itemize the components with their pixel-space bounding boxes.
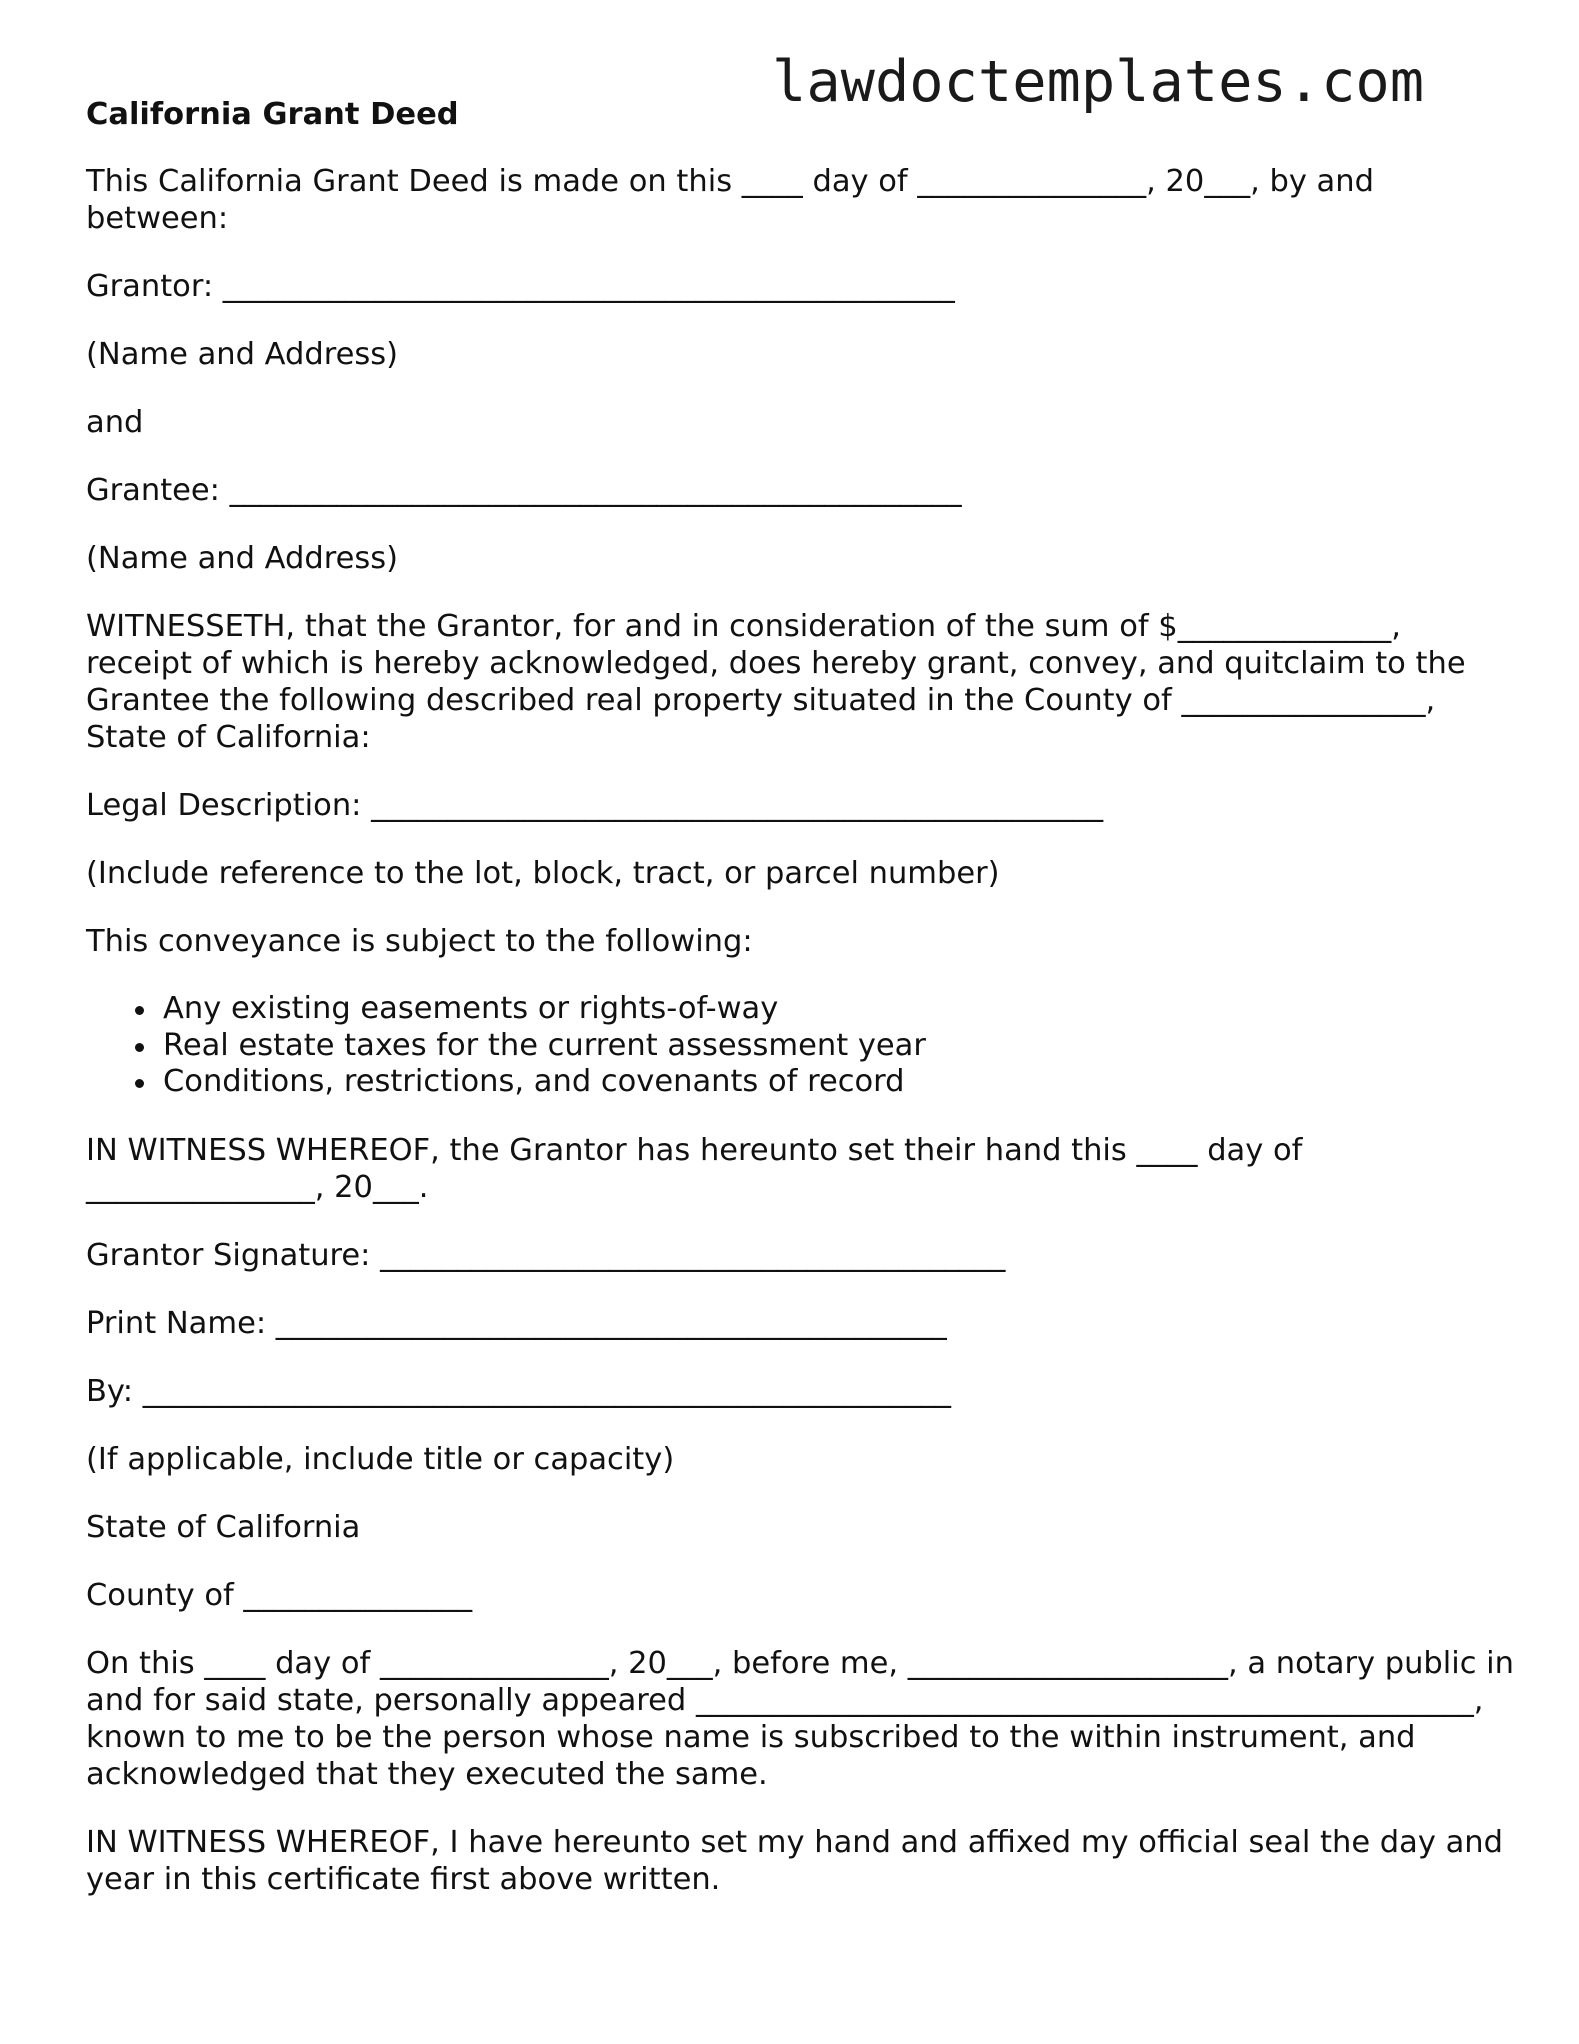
notary-witness-paragraph: IN WITNESS WHEREOF, I have hereunto set my hand and affixed my official seal the day and year in this certificate first above written. bbox=[86, 1824, 1513, 1897]
grantee-line: Grantee: ________________________________________________ bbox=[86, 473, 962, 508]
grantor-witness-paragraph: IN WITNESS WHEREOF, the Grantor has hereunto set their hand this ____ day of _______________, 20___. bbox=[86, 1132, 1313, 1205]
document-title: California Grant Deed bbox=[86, 97, 459, 132]
notary-acknowledgment-paragraph: On this ____ day of _______________, 20___, before me, _____________________, a notary public in and for said state, personally appeared ___________________________________________________, known to me to be the person whose name is subscribed to the within instrument, and acknowledged that they executed the same. bbox=[86, 1645, 1524, 1792]
grantee-hint: (Name and Address) bbox=[86, 541, 399, 576]
grantor-signature-line: Grantor Signature: _________________________________________ bbox=[86, 1237, 1006, 1273]
notary-county: County of _______________ bbox=[86, 1577, 473, 1613]
document-body bbox=[86, 96, 1524, 1929]
list-item: Real estate taxes for the current assessment year bbox=[163, 1028, 1506, 1065]
grantor-line: Grantor: ________________________________________________ bbox=[86, 269, 955, 304]
and-text: and bbox=[86, 405, 144, 440]
intro-paragraph: This California Grant Deed is made on this ____ day of _______________, 20___, by and between: bbox=[86, 164, 1384, 236]
subject-to-heading: This conveyance is subject to the following: bbox=[86, 924, 753, 959]
witnesseth-paragraph: WITNESSETH, that the Grantor, for and in consideration of the sum of $______________, receipt of which is hereby acknowledged, does hereby grant, convey, and quitclaim to the Grantee the following described real property situated in the County of ________________, State of California: bbox=[86, 609, 1476, 755]
grantor-hint: (Name and Address) bbox=[86, 337, 399, 372]
print-name-line: Print Name: ____________________________________________ bbox=[86, 1305, 947, 1341]
legal-description-hint: (Include reference to the lot, block, tract, or parcel number) bbox=[86, 856, 1000, 891]
notary-state: State of California bbox=[86, 1509, 361, 1545]
by-line: By: _____________________________________________________ bbox=[86, 1373, 951, 1409]
list-item: Conditions, restrictions, and covenants of record bbox=[163, 1064, 1506, 1101]
conditions-list bbox=[86, 991, 1506, 1101]
list-item: Any existing easements or rights-of-way bbox=[163, 991, 1506, 1028]
title-capacity-hint: (If applicable, include title or capacity) bbox=[86, 1441, 675, 1477]
site-watermark: lawdoctemplates.com bbox=[772, 49, 1425, 115]
legal-description-line: Legal Description: ________________________________________________ bbox=[86, 788, 1104, 823]
